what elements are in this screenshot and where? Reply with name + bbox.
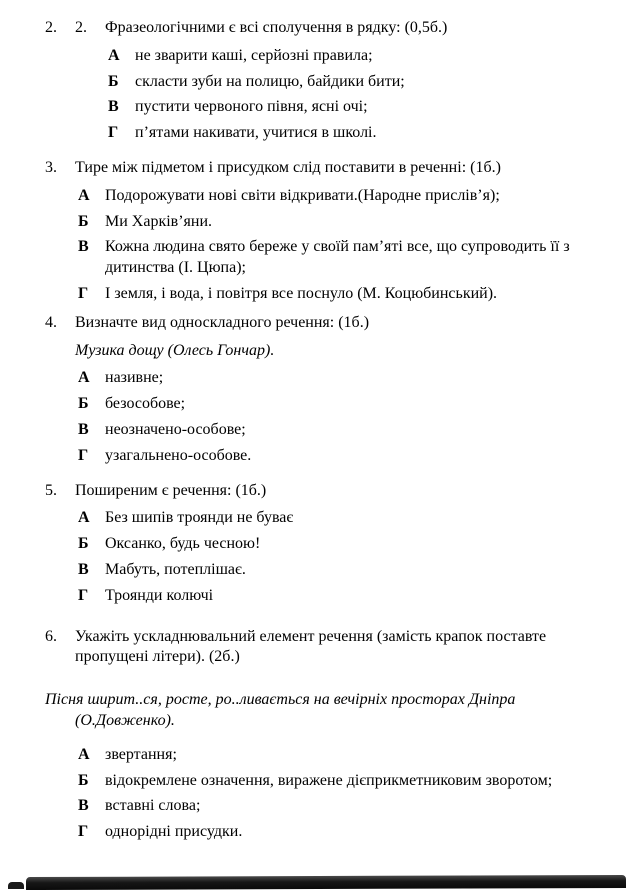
question-text: Укажіть ускладнювальний елемент речення (замість крапок поставте пропущені літери). (2б.) bbox=[75, 627, 547, 666]
option-text: не зварити каші, серйозні правила; bbox=[135, 46, 373, 64]
option-letter: Б bbox=[78, 212, 89, 230]
option-letter: Б bbox=[78, 395, 89, 413]
question-5 bbox=[45, 481, 614, 607]
question-5-options bbox=[78, 508, 614, 606]
option-row bbox=[108, 97, 614, 118]
option-text: Троянди колючі bbox=[105, 586, 214, 604]
option-letter: Б bbox=[108, 72, 119, 90]
option-row bbox=[78, 534, 614, 555]
option-row bbox=[78, 446, 614, 467]
option-letter: Г bbox=[78, 446, 89, 464]
option-text: вставні слова; bbox=[105, 797, 201, 815]
option-text: пустити червоного півня, ясні очі; bbox=[135, 98, 368, 116]
option-letter: А bbox=[108, 46, 120, 64]
question-2 bbox=[45, 18, 614, 144]
question-4-options bbox=[78, 368, 614, 466]
option-letter: Г bbox=[108, 124, 119, 142]
question-6-head bbox=[45, 627, 614, 669]
option-text: узагальнено-особове. bbox=[105, 446, 252, 464]
option-row bbox=[78, 420, 614, 441]
option-row bbox=[78, 586, 614, 607]
option-text: безособове; bbox=[105, 395, 186, 413]
option-text: неозначено-особове; bbox=[105, 420, 246, 438]
question-text: Фразеологічними є всі сполучення в рядку: (0,5б.) bbox=[105, 19, 448, 36]
option-letter: Г bbox=[78, 586, 89, 604]
option-row bbox=[108, 72, 614, 93]
option-row bbox=[108, 46, 614, 67]
option-letter: В bbox=[78, 420, 89, 438]
page-edge-shadow bbox=[26, 875, 626, 890]
option-text: п’ятами накивати, учитися в школі. bbox=[135, 124, 377, 142]
option-row bbox=[78, 745, 614, 766]
option-letter: Б bbox=[78, 535, 89, 553]
option-text: відокремлене означення, виражене дієприкметниковим зворотом; bbox=[105, 771, 553, 789]
question-4-quote: Музика дощу (Олесь Гончар). bbox=[75, 341, 275, 359]
option-letter: Г bbox=[78, 284, 89, 302]
option-text: Без шипів троянди не буває bbox=[105, 509, 294, 527]
question-6-quote: Пісня ширит..ся, росте, ро..ливається на вечірніх просторах Дніпра (О.Довженко). bbox=[45, 691, 516, 729]
option-letter: В bbox=[78, 797, 89, 815]
option-text: Кожна людина свято береже у своїй пам’яті все, що супроводить її з дитинства (І. Цюпа); bbox=[105, 238, 570, 277]
option-row bbox=[78, 822, 614, 843]
option-row bbox=[78, 560, 614, 581]
option-row bbox=[78, 212, 614, 233]
option-text: однорідні присудки. bbox=[105, 823, 243, 841]
option-text: Мабуть, потеплішає. bbox=[105, 560, 246, 578]
option-row bbox=[78, 186, 614, 207]
option-text: Оксанко, будь чесною! bbox=[105, 535, 261, 553]
question-4-head bbox=[45, 313, 614, 334]
option-row bbox=[78, 237, 614, 279]
option-letter: А bbox=[78, 186, 90, 204]
option-row bbox=[78, 368, 614, 389]
option-text: Ми Харків’яни. bbox=[105, 212, 213, 230]
question-number: 4. bbox=[45, 313, 57, 331]
option-letter: А bbox=[78, 509, 90, 527]
page-edge-mark bbox=[8, 882, 24, 889]
question-number: 2. bbox=[45, 19, 57, 36]
option-letter: В bbox=[78, 238, 89, 256]
question-6 bbox=[45, 627, 614, 843]
question-3-head bbox=[45, 158, 614, 179]
option-text: І земля, і вода, і повітря все поснуло (М. Коцюбинський). bbox=[105, 284, 498, 302]
question-5-head bbox=[45, 481, 614, 502]
option-text: Подорожувати нові світи відкривати.(Народне прислів’я); bbox=[105, 186, 500, 204]
question-number: 6. bbox=[45, 627, 57, 645]
option-letter: А bbox=[78, 369, 90, 387]
question-number: 3. bbox=[45, 158, 57, 176]
option-letter: Г bbox=[78, 823, 89, 841]
question-3 bbox=[45, 158, 614, 305]
question-3-options bbox=[78, 186, 614, 305]
question-2-options bbox=[108, 46, 614, 144]
question-text: Поширеним є речення: (1б.) bbox=[75, 481, 267, 499]
option-text: скласти зуби на полицю, байдики бити; bbox=[135, 72, 405, 90]
option-letter: А bbox=[78, 745, 90, 763]
option-text: називне; bbox=[105, 369, 164, 387]
question-4 bbox=[45, 313, 614, 467]
option-row bbox=[78, 771, 614, 792]
option-text: звертання; bbox=[105, 745, 177, 763]
option-row bbox=[78, 796, 614, 817]
option-letter: Б bbox=[78, 771, 89, 789]
question-text: Визначте вид односкладного речення: (1б.) bbox=[75, 313, 370, 331]
question-number: 5. bbox=[45, 481, 57, 499]
question-number-duplicate: 2. bbox=[75, 19, 87, 36]
option-letter: В bbox=[108, 98, 119, 116]
option-row bbox=[108, 123, 614, 144]
option-row bbox=[78, 508, 614, 529]
question-2-head bbox=[45, 18, 614, 39]
option-row bbox=[78, 284, 614, 305]
question-text: Тире між підметом і присудком слід поставити в реченні: (1б.) bbox=[75, 158, 501, 176]
question-6-options bbox=[78, 745, 614, 843]
option-row bbox=[78, 394, 614, 415]
option-letter: В bbox=[78, 560, 89, 578]
